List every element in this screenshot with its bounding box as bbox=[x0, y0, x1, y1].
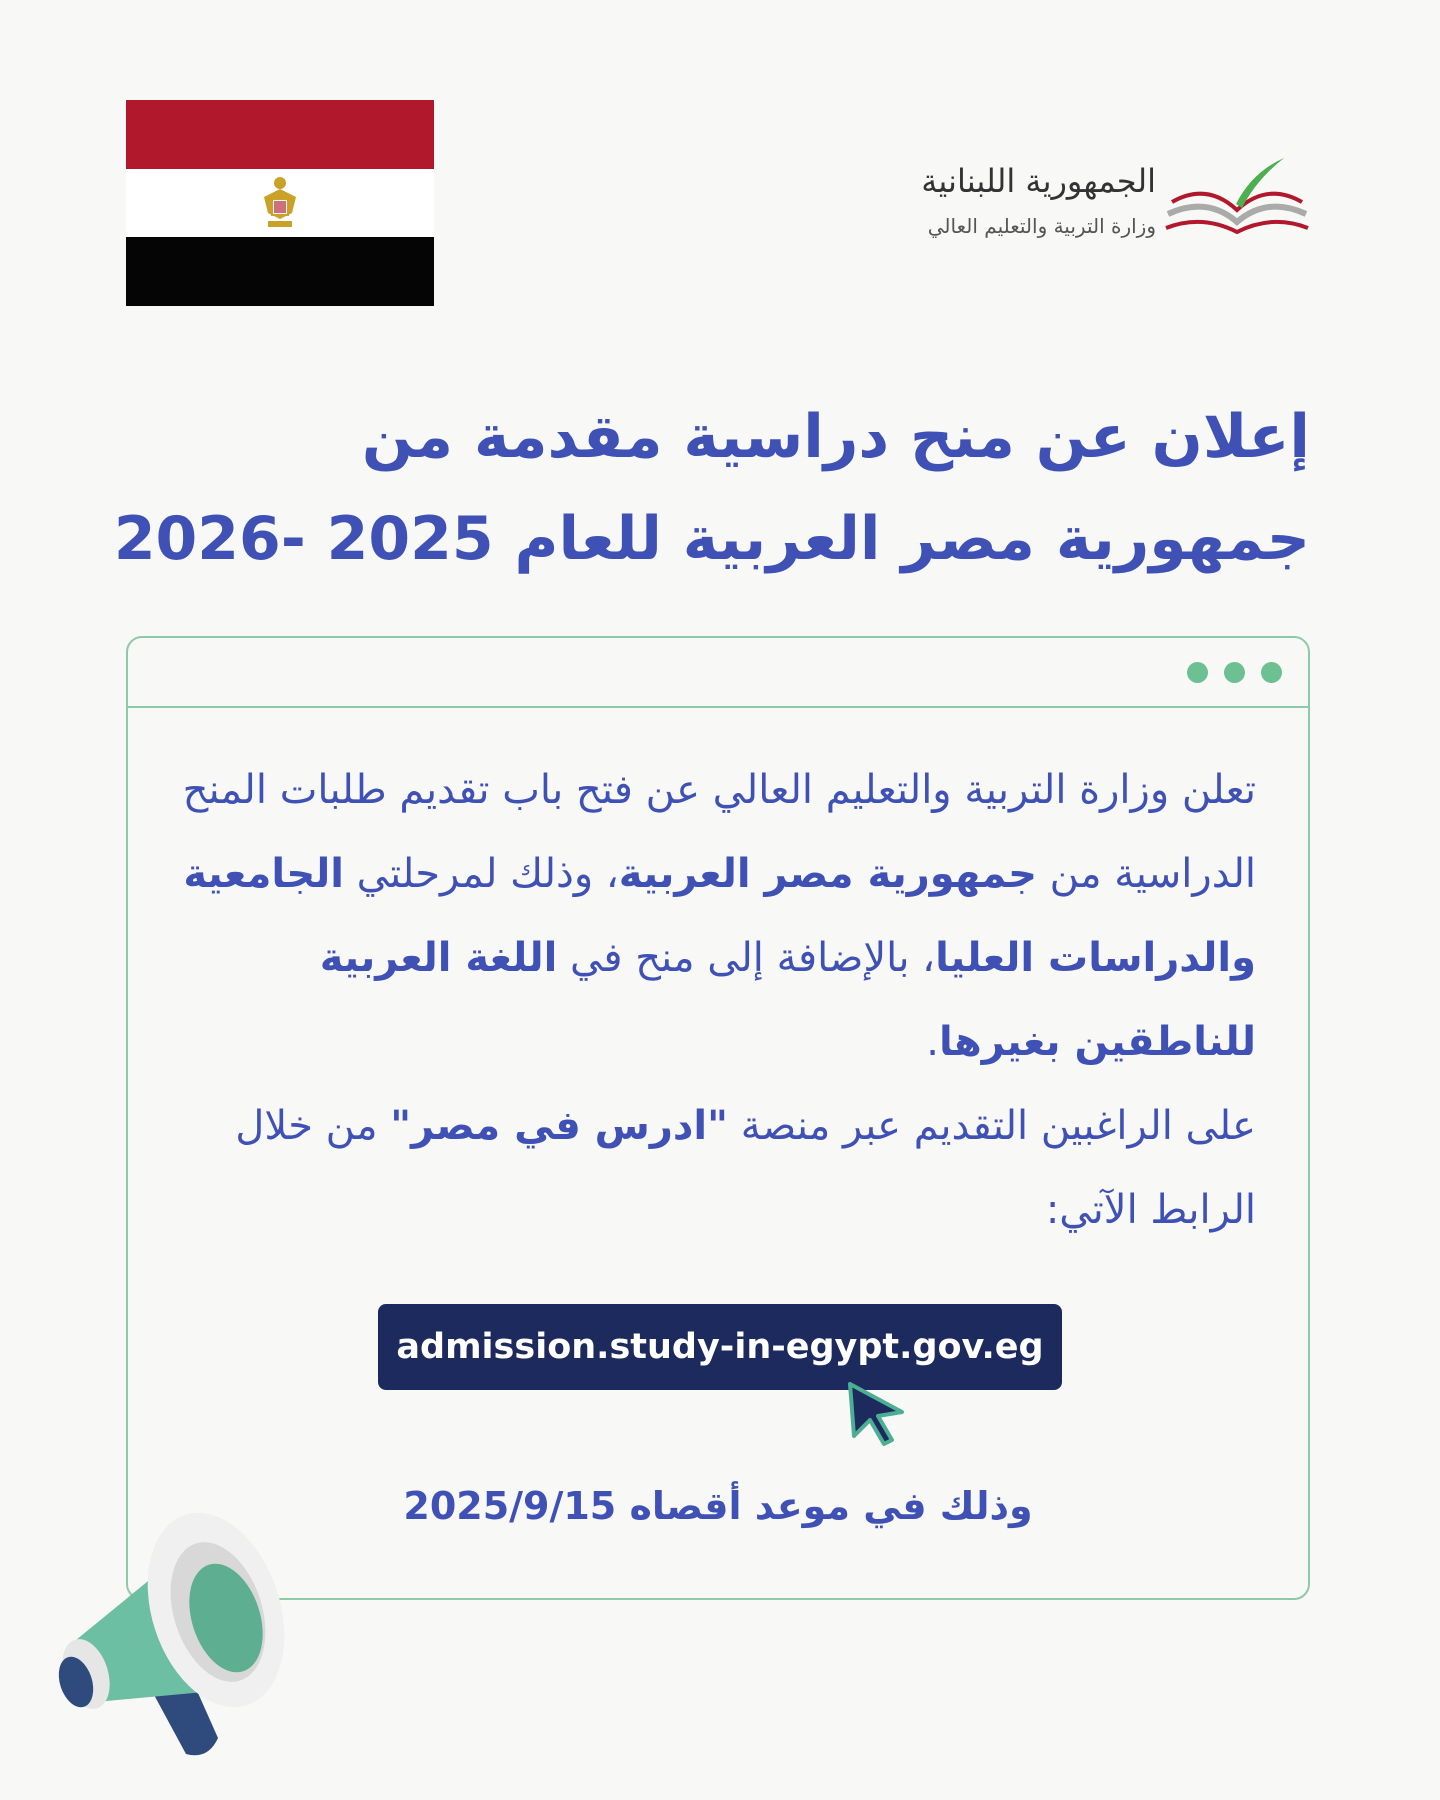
paragraph-1 bbox=[176, 748, 1256, 1084]
logo-ministry-name: وزارة التربية والتعليم العالي bbox=[927, 214, 1156, 238]
window-dot-icon bbox=[1187, 662, 1208, 683]
card-title-bar bbox=[128, 638, 1308, 708]
p1-text-c: ، بالإضافة إلى منح في bbox=[557, 935, 936, 981]
p1-bold-levels: الجامعية والدراسات العليا bbox=[183, 851, 1256, 981]
admission-link[interactable]: admission.study-in-egypt.gov.eg bbox=[378, 1304, 1062, 1390]
title-line-1: إعلان عن منح دراسية مقدمة من bbox=[361, 402, 1310, 472]
window-dot-icon bbox=[1224, 662, 1245, 683]
p2-bold-platform: "ادرس في مصر" bbox=[390, 1103, 728, 1149]
title-line-2: جمهورية مصر العربية للعام 2025 -2026 bbox=[113, 504, 1310, 574]
mouse-pointer-icon bbox=[842, 1378, 912, 1448]
p2-text-a: على الراغبين التقديم عبر منصة bbox=[727, 1103, 1256, 1149]
flag-white-band bbox=[126, 169, 434, 238]
ministry-logo bbox=[852, 152, 1312, 252]
logo-country-name: الجمهورية اللبنانية bbox=[921, 162, 1156, 200]
megaphone-icon bbox=[36, 1470, 316, 1770]
window-dot-icon bbox=[1261, 662, 1282, 683]
window-dots bbox=[1187, 662, 1282, 683]
eagle-emblem-icon bbox=[256, 173, 304, 233]
p2-text-b: من خلال الرابط الآتي: bbox=[235, 1103, 1256, 1233]
flag-red-band bbox=[126, 100, 434, 169]
p1-text-a: تعلن وزارة التربية والتعليم العالي عن فتح باب تقديم طلبات المنح الدراسية من bbox=[182, 767, 1256, 897]
p1-bold-arabic: اللغة العربية للناطقين بغيرها bbox=[319, 935, 1256, 1065]
egypt-flag bbox=[126, 100, 434, 306]
p1-text-b: ، وذلك لمرحلتي bbox=[343, 851, 619, 897]
paragraph-2 bbox=[176, 1084, 1256, 1252]
p1-bold-country: جمهورية مصر العربية bbox=[618, 851, 1037, 897]
open-book-icon bbox=[1162, 152, 1312, 252]
p1-text-d: . bbox=[926, 1019, 940, 1065]
page-title bbox=[110, 386, 1310, 590]
flag-black-band bbox=[126, 237, 434, 306]
announcement-card bbox=[126, 636, 1310, 1600]
deadline-text: وذلك في موعد أقصاه 2025/9/15 bbox=[403, 1484, 1033, 1528]
announcement-body bbox=[176, 748, 1256, 1252]
